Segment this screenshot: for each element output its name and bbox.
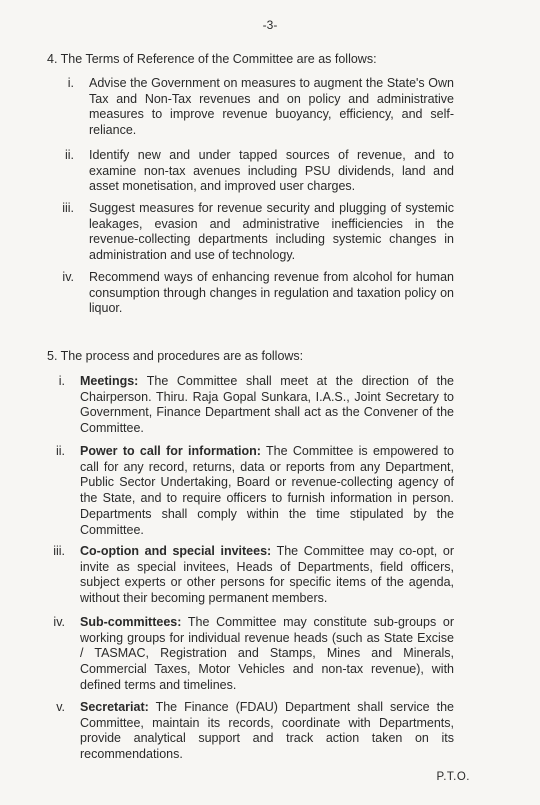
item-description: The Finance (FDAU) Department shall service the Committee, maintain its records, coordinate with Departments, provide analytical support and track action taken on its recommendations.: [80, 700, 454, 762]
item-number: ii.: [64, 148, 74, 162]
item-number: iii.: [62, 201, 74, 215]
item-title: Meetings:: [80, 374, 139, 388]
item-text: [80, 444, 454, 538]
item-description: The Committee is empowered to call for any record, returns, data or reports from any Department, Public Sector Undertaking, Board or revenue-collecting agency of the State, and to require officers to furnish information in person. Departments shall comply within the time stipulated by the Committee.: [80, 444, 455, 537]
item-number: iv.: [53, 615, 65, 629]
item-text: [80, 374, 454, 437]
pto-footer: P.T.O.: [436, 771, 470, 783]
item-description: The Committee may co-opt, or invite as special invitees, Heads of Departments, field officers, subject experts or other persons for specific items of the agenda, without their becoming permanent members.: [80, 544, 454, 606]
item-text: [80, 615, 454, 694]
item-text: [80, 700, 454, 763]
item-text: [80, 544, 454, 607]
section-4-heading: 4. The Terms of Reference of the Committee are as follows:: [47, 52, 377, 66]
item-title: Sub-committees:: [80, 615, 182, 629]
page-number: -3-: [262, 18, 278, 32]
item-number: ii.: [55, 444, 65, 458]
item-text: Suggest measures for revenue security and plugging of systemic leakages, evasion and administrative inefficiencies in the revenue-collecting departments including systemic changes in administration and use of technology.: [89, 201, 454, 263]
item-description: The Committee may constitute sub-groups or working groups for individual revenue heads (such as State Excise / TASMAC, Registration and Stamps, Mines and Minerals, Commercial Taxes, Motor Vehicles and non-tax revenue), with defined terms and timelines.: [80, 615, 454, 692]
section-5-heading: 5. The process and procedures are as follows:: [47, 349, 304, 363]
item-text: Identify new and under tapped sources of revenue, and to examine non-tax avenues including PSU dividends, land and asset monetisation, and improved user charges.: [89, 148, 454, 194]
item-number: iii.: [53, 544, 65, 558]
item-number: v.: [56, 700, 65, 714]
item-title: Power to call for information:: [80, 444, 261, 458]
item-number: i.: [67, 76, 74, 90]
item-text: Advise the Government on measures to augment the State's Own Tax and Non-Tax revenues and on policy and administrative measures to improve revenue buoyancy, efficiency, and self-reliance.: [89, 76, 454, 138]
item-number: i.: [58, 374, 65, 388]
item-description: The Committee shall meet at the direction of the Chairperson. Thiru. Raja Gopal Sunkara, I.A.S., Joint Secretary to Government, Finance Department shall act as the Convener of the Committee.: [80, 374, 454, 436]
item-title: Co-option and special invitees:: [80, 544, 272, 558]
item-text: Recommend ways of enhancing revenue from alcohol for human consumption through changes in regulation and taxation policy on liquor.: [89, 270, 454, 316]
item-number: iv.: [62, 270, 74, 284]
item-title: Secretariat:: [80, 700, 149, 714]
